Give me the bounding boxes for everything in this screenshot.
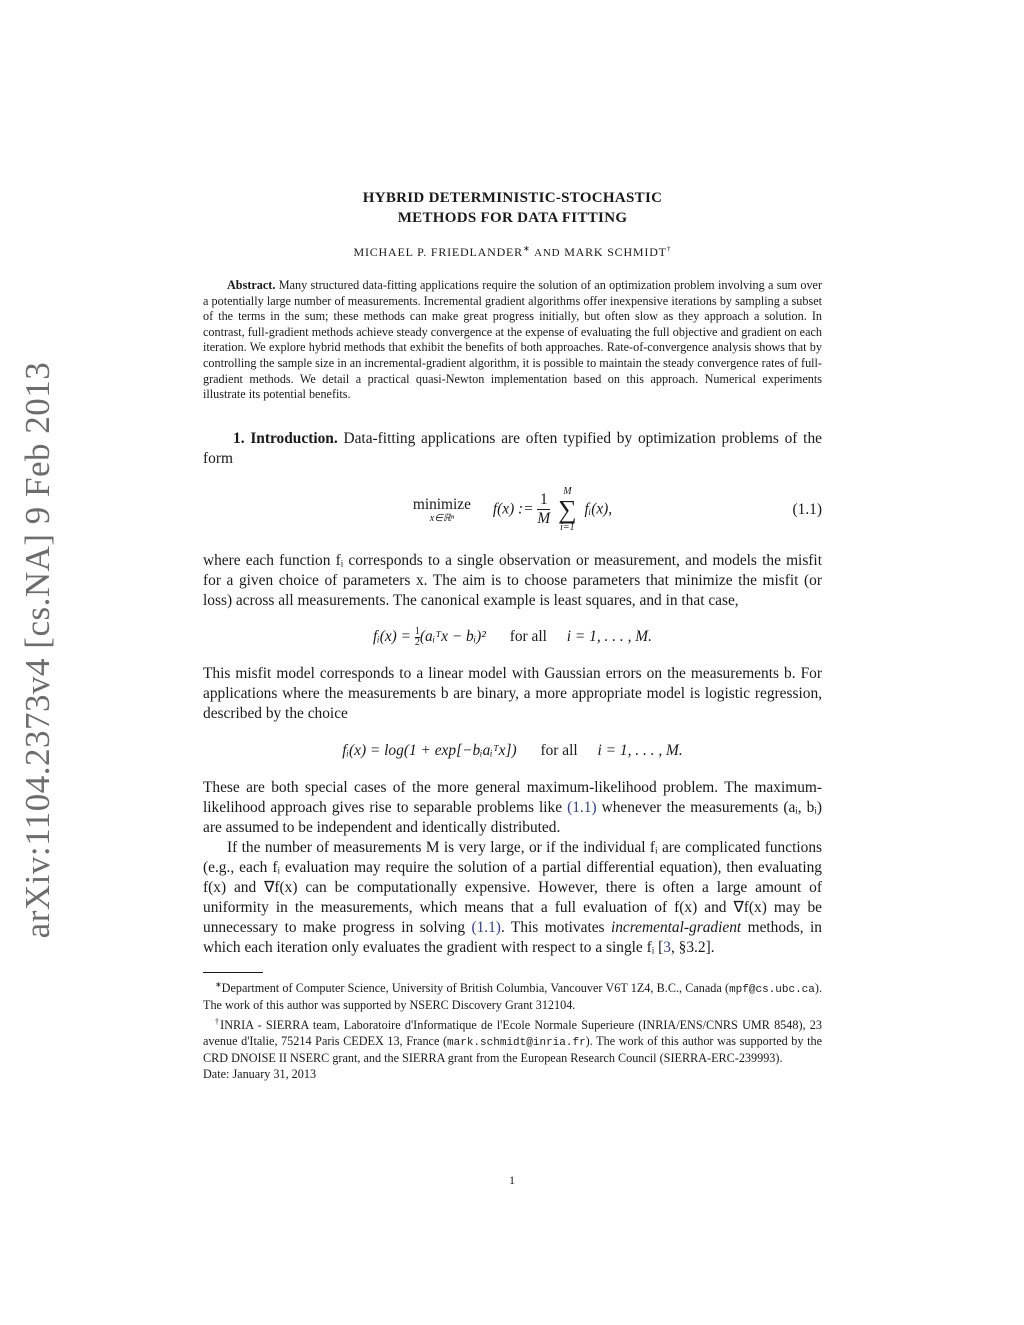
eq1-fraction (537, 491, 550, 528)
logistic-body: fᵢ(x) = log(1 + exp[−bᵢaᵢᵀx]) (342, 741, 517, 759)
arxiv-identifier: arXiv:1104.2373v4 [cs.NA] 9 Feb 2013 (18, 361, 57, 939)
paragraph-5 (203, 838, 822, 958)
paragraph-3: This misfit model corresponds to a linear model with Gaussian errors on the measurements b. For applications where the measurements b are binary, a more appropriate model is logistic regression, described by the choice (203, 664, 822, 722)
footnote-1-tail: ). The work of this author was supported by NSERC Discovery Grant 312104. (203, 980, 822, 1013)
citation-link[interactable]: 3 (663, 938, 671, 956)
footnote-2 (203, 1014, 822, 1067)
p5-text-d: , §3.2]. (670, 938, 715, 956)
sum-upper-limit: M (563, 485, 572, 497)
ls-body: (aᵢᵀx − bᵢ)² (419, 627, 486, 645)
paper-page (203, 188, 822, 1082)
p4-text-b: whenever the measurements (aᵢ, bᵢ) are assumed to be independent and identically distributed. (203, 798, 822, 836)
paper-title (203, 188, 822, 228)
logistic-range: i = 1, . . . , M. (597, 741, 683, 759)
footnote-1-mark: ∗ (215, 979, 222, 989)
date-line: Date: January 31, 2013 (203, 1066, 317, 1081)
sigma-symbol: ∑ (558, 494, 577, 524)
minimize-word: minimize (412, 495, 471, 513)
footnote-rule (203, 972, 263, 973)
abstract-text: Many structured data-fitting applications require the solution of an optimization problem involving a sum over a potentially large number of measurements. Incremental gradient algorithms offer inexpensive iterations by sampling a subset of the terms in the sum; these methods can make great progress initially, but often slow as they approach a solution. In contrast, full-gradient methods achieve steady convergence at the expense of evaluating the full objective and gradient on each iteration. We explore hybrid methods that exhibit the benefits of both approaches. Rate-of-convergence analysis shows that by controlling the sample size in an incremental-gradient algorithm, it is possible to maintain the steady convergence rates of full-gradient methods. We detail a practical quasi-Newton implementation based on this approach. Numerical experiments illustrate its potential benefits. (203, 278, 823, 402)
eq1-denominator: M (537, 510, 551, 528)
minimize-operator (413, 496, 471, 524)
footnote-2-mark: † (215, 1017, 221, 1026)
author-2: MARK SCHMIDT (564, 245, 667, 259)
intro-text: Data-fitting applications are often typified by optimization problems of the form (203, 429, 822, 467)
ls-lhs: fᵢ(x) = (373, 627, 412, 645)
minimize-domain: x∈ℝⁿ (429, 512, 455, 524)
author-2-footnote-mark: † (666, 244, 672, 253)
author-line (203, 244, 822, 260)
p5-text-b: . This motivates (500, 918, 611, 936)
objective-lhs: f(x) := (492, 500, 534, 518)
p5-text-c: methods, in which each iteration only evaluates the gradient with respect to a single fᵢ [ (203, 918, 822, 956)
author-conjunction: AND (534, 247, 561, 259)
footnote-1-text: Department of Computer Science, University of British Columbia, Vancouver V6T 1Z4, B.C., Canada ( (221, 980, 730, 995)
p4-text-a: These are both special cases of the more general maximum-likelihood problem. The maximum-likelihood approach gives rise to separable problems like (203, 778, 822, 816)
section-heading: 1. Introduction. (233, 429, 338, 447)
abstract-label: Abstract. (227, 278, 276, 292)
author-1: MICHAEL P. FRIEDLANDER (353, 245, 523, 259)
arxiv-side-stamp (18, 361, 58, 939)
equation-least-squares (203, 627, 822, 648)
footnote-1-email[interactable]: mpf@cs.ubc.ca (729, 983, 815, 996)
author-1-footnote-mark: ∗ (522, 244, 531, 253)
paragraph-4 (203, 778, 822, 838)
title-line-1: HYBRID DETERMINISTIC-STOCHASTIC (362, 190, 663, 206)
equation-number: (1.1) (792, 500, 822, 518)
footnote-1 (203, 977, 822, 1014)
paragraph-2: where each function fᵢ corresponds to a single observation or measurement, and models the misfit for a given choice of parameters x. The aim is to choose parameters that minimize the misfit (or loss) across all measurements. The canonical example is least squares, and in that case, (203, 551, 822, 609)
ls-condition: for all (509, 627, 547, 645)
intro-paragraph-1 (203, 429, 822, 469)
sum-term: fᵢ(x), (584, 500, 613, 518)
summation (558, 487, 577, 533)
sum-lower-limit: i=1 (560, 521, 575, 533)
logistic-condition: for all (540, 741, 578, 759)
page-number: 1 (509, 1173, 515, 1187)
footnote-2-tail: ). The work of this author was supported by the CRD DNOISE II NSERC grant, and the SIERRA grant from the European Research Council (SIERRA-ERC-239993). (203, 1033, 822, 1066)
footnote-2-email[interactable]: mark.schmidt@inria.fr (447, 1036, 586, 1049)
equation-ref-link-2[interactable]: (1.1) (471, 918, 501, 936)
ls-range: i = 1, . . . , M. (566, 627, 652, 645)
ls-half-den: 2 (414, 636, 420, 648)
p5-text-a: If the number of measurements M is very large, or if the individual fᵢ are complicated functions (e.g., each fᵢ evaluation may require the solution of a partial differential equation), then evaluating f(x) and ∇f(x) can be computationally expensive. However, there is often a large amount of uniformity in the measurements, which means that a full evaluation of f(x) and ∇f(x) may be unnecessary to make progress in solving (203, 838, 822, 936)
title-line-2: METHODS FOR DATA FITTING (397, 210, 628, 226)
eq1-numerator: 1 (537, 491, 550, 510)
footnote-2-text: INRIA - SIERRA team, Laboratoire d'Informatique de l'Ecole Normale Superieure (INRIA/ENS/CNRS UMR 8548), 23 avenue d'Italie, 75214 Paris CEDEX 13, France ( (203, 1018, 822, 1048)
abstract (203, 278, 822, 403)
equation-logistic (203, 742, 822, 760)
ls-half-num: 1 (414, 625, 420, 637)
emphasis-term: incremental-gradient (610, 918, 742, 936)
equation-ref-link[interactable]: (1.1) (567, 798, 597, 816)
footnotes (203, 977, 822, 1083)
equation-1-1 (203, 487, 822, 533)
